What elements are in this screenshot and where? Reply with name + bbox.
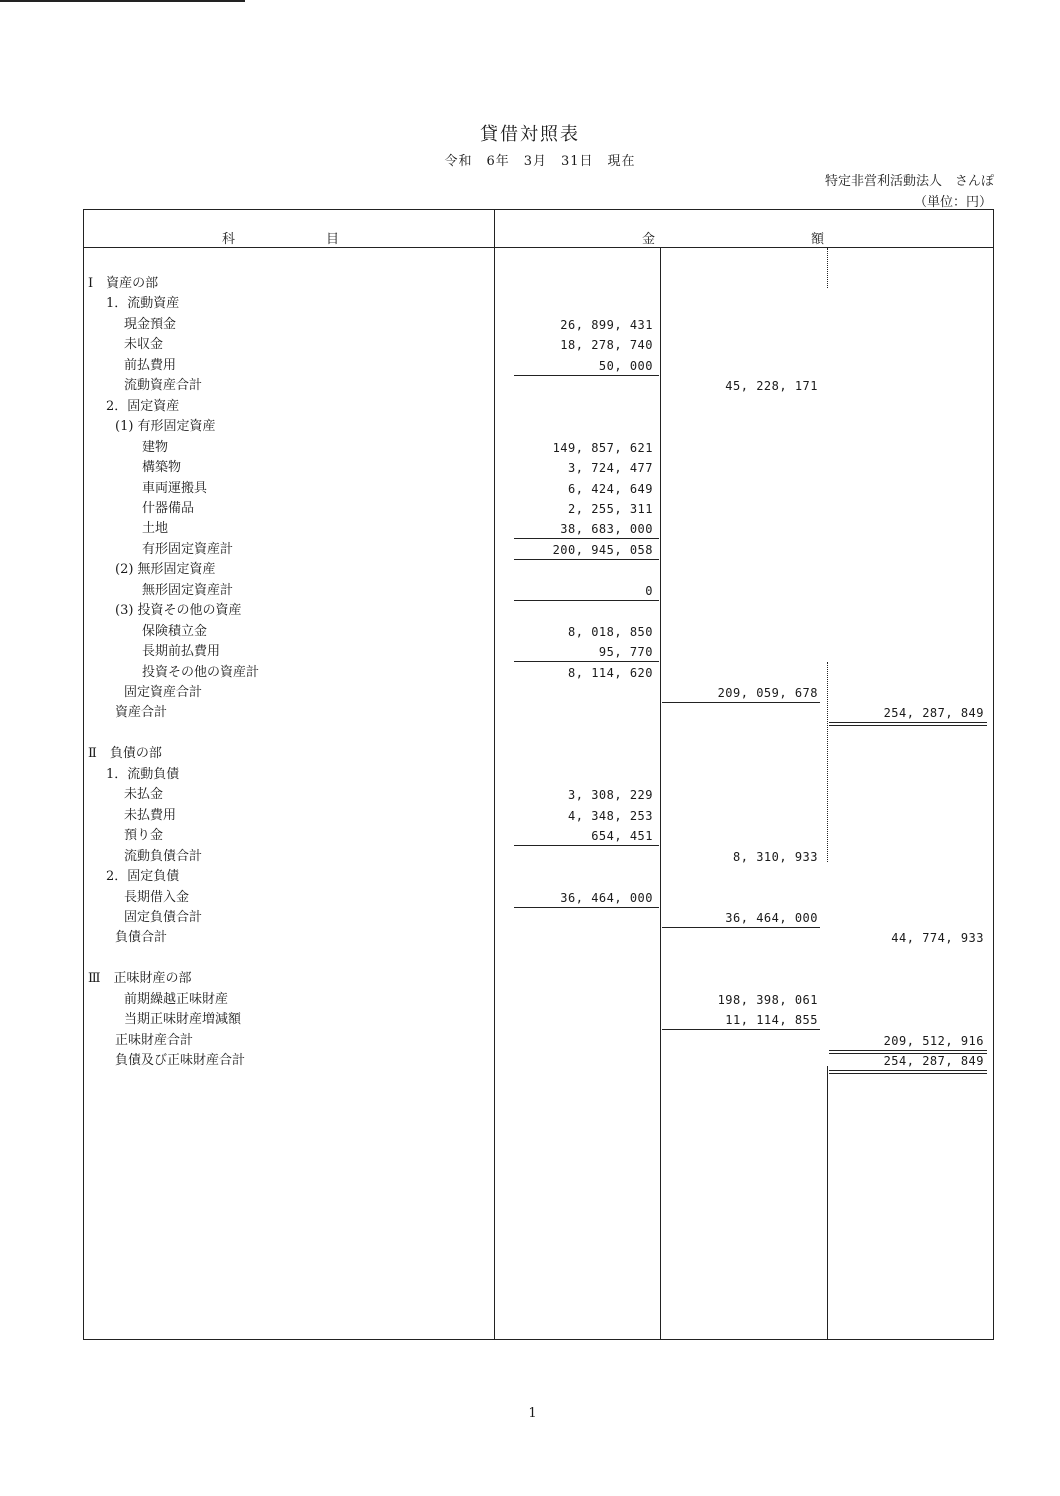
- document-title: 貸借対照表: [480, 124, 580, 145]
- table-row: [84, 928, 993, 949]
- table-row: [84, 458, 993, 479]
- row-label: 有形固定資産計: [142, 541, 234, 557]
- row-label: 構築物: [142, 460, 182, 476]
- header-subject: 科 目: [222, 232, 340, 247]
- row-label: Ⅰ 資産の部: [88, 276, 159, 291]
- table-row: [84, 703, 993, 724]
- row-label: 現金預金: [124, 316, 177, 332]
- row-label: 土地: [142, 521, 169, 537]
- header-amount: 金 額: [642, 232, 825, 247]
- balance-sheet-table: [83, 209, 994, 1340]
- table-row: [84, 274, 993, 295]
- table-row: [84, 499, 993, 520]
- row-label: 投資その他の資産計: [142, 664, 260, 680]
- amount-col-1: 654, 451: [591, 829, 653, 844]
- amount-col-1: 6, 424, 649: [568, 481, 653, 496]
- row-label: 保険積立金: [142, 623, 208, 639]
- row-label: 建物: [142, 439, 169, 455]
- row-label: Ⅲ 正味財産の部: [88, 971, 192, 987]
- amount-col-2: 8, 310, 933: [733, 849, 818, 864]
- unit-label: （単位：円）: [913, 195, 992, 210]
- amount-col-1: 26, 899, 431: [560, 317, 653, 332]
- table-row: [84, 601, 993, 622]
- table-row: [84, 376, 993, 397]
- row-label: 車両運搬具: [142, 480, 208, 496]
- row-label: 資産合計: [115, 705, 168, 721]
- row-label: Ⅱ 負債の部: [88, 746, 162, 762]
- row-label: 未払金: [124, 787, 164, 803]
- table-row: [84, 315, 993, 336]
- row-label: 無形固定資産計: [142, 582, 234, 598]
- organization-name: 特定非営利活動法人 さんぽ: [824, 174, 994, 189]
- row-label: 固定負債合計: [124, 909, 203, 925]
- table-row: [84, 642, 993, 663]
- amount-col-2: 209, 059, 678: [717, 686, 818, 700]
- table-row: [84, 663, 993, 684]
- amount-col-1: 3, 308, 229: [568, 788, 653, 803]
- subtotal-rule: [829, 1073, 987, 1074]
- amount-col-2: 45, 228, 171: [725, 379, 818, 394]
- table-row: [84, 867, 993, 888]
- amount-col-2: 11, 114, 855: [725, 1013, 818, 1028]
- amount-col-3: 254, 287, 849: [883, 706, 984, 721]
- amount-col-1: 36, 464, 000: [560, 890, 653, 905]
- amount-col-1: 38, 683, 000: [560, 522, 653, 537]
- amount-col-1: 8, 114, 620: [568, 665, 653, 680]
- top-edge-line: [0, 0, 245, 2]
- table-row: [84, 1031, 993, 1052]
- row-label: (2) 無形固定資産: [115, 562, 216, 578]
- table-header-amount: [494, 210, 993, 248]
- table-row: [84, 969, 993, 990]
- row-label: 前期繰越正味財産: [124, 991, 229, 1007]
- table-header: [84, 210, 494, 248]
- table-row: [84, 560, 993, 581]
- row-label: 2．固定資産: [106, 398, 180, 414]
- row-label: 流動資産合計: [124, 378, 203, 394]
- amount-col-2: 36, 464, 000: [725, 910, 818, 925]
- amount-col-1: 18, 278, 740: [560, 338, 653, 353]
- table-row: [84, 826, 993, 847]
- amount-col-1: 0: [645, 583, 653, 598]
- row-label: 当期正味財産増減額: [124, 1012, 242, 1028]
- table-row: [84, 785, 993, 806]
- row-label: 未収金: [124, 337, 164, 353]
- amount-col-1: 200, 945, 058: [552, 542, 653, 557]
- row-label: 負債合計: [115, 930, 168, 946]
- table-row: [84, 519, 993, 540]
- table-row: [84, 356, 993, 377]
- table-row: [84, 949, 993, 970]
- table-row: [84, 1051, 993, 1072]
- table-row: [84, 888, 993, 909]
- subtotal-rule: [829, 1070, 987, 1071]
- amount-col-3: 44, 774, 933: [891, 931, 984, 946]
- row-label: 什器備品: [142, 500, 195, 516]
- row-label: 1．流動資産: [106, 296, 180, 312]
- table-row: [84, 622, 993, 643]
- table-row: [84, 806, 993, 827]
- table-row: [84, 397, 993, 418]
- table-row: [84, 335, 993, 356]
- table-row: [84, 417, 993, 438]
- table-row: [84, 540, 993, 561]
- table-row: [84, 581, 993, 602]
- table-row: [84, 908, 993, 929]
- page-number: 1: [528, 1406, 537, 1421]
- row-label: 2．固定負債: [106, 869, 180, 885]
- amount-col-1: 3, 724, 477: [568, 461, 653, 476]
- table-row: [84, 479, 993, 500]
- column-divider-2: [827, 1066, 828, 1339]
- row-label: (3) 投資その他の資産: [115, 603, 242, 619]
- row-label: 未払費用: [124, 807, 177, 823]
- row-label: (1) 有形固定資産: [115, 419, 216, 435]
- table-row: [84, 847, 993, 868]
- table-row: [84, 438, 993, 459]
- amount-col-3: 254, 287, 849: [883, 1054, 984, 1069]
- amount-col-1: 50, 000: [598, 358, 653, 373]
- row-label: 1．流動負債: [106, 766, 180, 782]
- amount-col-1: 149, 857, 621: [552, 440, 653, 455]
- amount-col-1: 95, 770: [598, 645, 653, 660]
- row-label: 負債及び正味財産合計: [115, 1053, 246, 1069]
- amount-col-1: 8, 018, 850: [568, 624, 653, 639]
- row-label: 預り金: [124, 828, 164, 844]
- table-row: [84, 990, 993, 1011]
- row-label: 前払費用: [124, 357, 177, 373]
- amount-col-1: 4, 348, 253: [568, 808, 653, 823]
- amount-col-3: 209, 512, 916: [883, 1033, 984, 1048]
- table-row: [84, 1010, 993, 1031]
- report-date: 令和 6年 3月 31日 現在: [444, 154, 636, 169]
- table-row: [84, 724, 993, 745]
- amount-col-1: 2, 255, 311: [568, 501, 653, 516]
- table-row: [84, 765, 993, 786]
- table-row: [84, 683, 993, 704]
- amount-col-2: 198, 398, 061: [717, 992, 818, 1007]
- table-row: [84, 744, 993, 765]
- table-row: [84, 294, 993, 315]
- row-label: 正味財産合計: [115, 1032, 194, 1048]
- row-label: 長期前払費用: [142, 644, 221, 660]
- row-label: 固定資産合計: [124, 685, 203, 700]
- row-label: 長期借入金: [124, 889, 190, 905]
- row-label: 流動負債合計: [124, 848, 203, 864]
